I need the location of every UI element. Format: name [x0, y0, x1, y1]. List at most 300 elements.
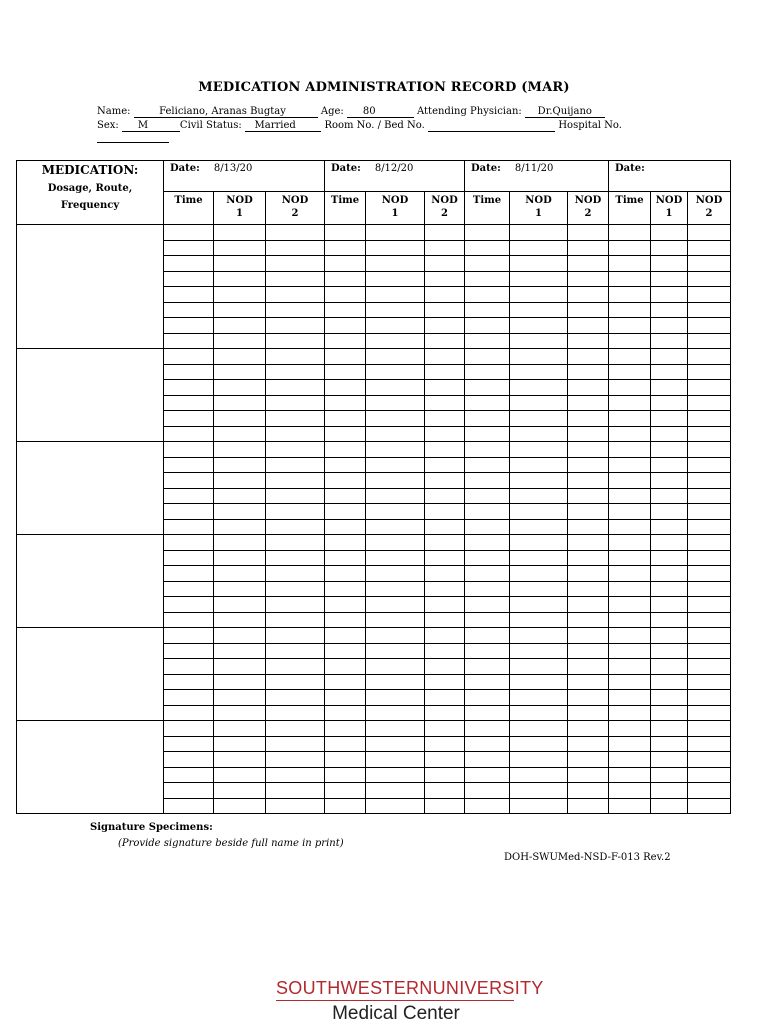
nod-cell[interactable]: [266, 225, 325, 241]
time-cell[interactable]: [465, 690, 510, 706]
time-cell[interactable]: [609, 612, 651, 628]
nod-cell[interactable]: [425, 380, 465, 396]
time-cell[interactable]: [465, 597, 510, 613]
nod-cell[interactable]: [688, 271, 731, 287]
nod-cell[interactable]: [510, 612, 568, 628]
name-field[interactable]: [134, 106, 318, 118]
nod-cell[interactable]: [266, 473, 325, 489]
nod-cell[interactable]: [425, 411, 465, 427]
time-cell[interactable]: [164, 256, 214, 272]
time-cell[interactable]: [325, 349, 366, 365]
nod-cell[interactable]: [425, 643, 465, 659]
nod-cell[interactable]: [214, 488, 266, 504]
nod-cell[interactable]: [688, 473, 731, 489]
nod-cell[interactable]: [510, 271, 568, 287]
nod-cell[interactable]: [214, 395, 266, 411]
time-cell[interactable]: [325, 566, 366, 582]
nod-cell[interactable]: [266, 380, 325, 396]
nod-cell[interactable]: [568, 473, 609, 489]
nod-cell[interactable]: [366, 721, 425, 737]
nod-cell[interactable]: [568, 411, 609, 427]
time-cell[interactable]: [164, 240, 214, 256]
nod-cell[interactable]: [688, 566, 731, 582]
nod-cell[interactable]: [651, 473, 688, 489]
time-cell[interactable]: [164, 721, 214, 737]
time-cell[interactable]: [609, 504, 651, 520]
nod-cell[interactable]: [510, 752, 568, 768]
time-cell[interactable]: [164, 504, 214, 520]
nod-cell[interactable]: [266, 271, 325, 287]
nod-cell[interactable]: [568, 225, 609, 241]
nod-cell[interactable]: [366, 225, 425, 241]
nod-cell[interactable]: [510, 566, 568, 582]
time-cell[interactable]: [609, 643, 651, 659]
nod-cell[interactable]: [214, 442, 266, 458]
time-cell[interactable]: [465, 473, 510, 489]
nod-cell[interactable]: [425, 767, 465, 783]
nod-cell[interactable]: [688, 736, 731, 752]
time-cell[interactable]: [609, 659, 651, 675]
nod-cell[interactable]: [568, 783, 609, 799]
time-cell[interactable]: [609, 690, 651, 706]
nod-cell[interactable]: [266, 659, 325, 675]
nod-cell[interactable]: [688, 395, 731, 411]
nod-cell[interactable]: [568, 504, 609, 520]
time-cell[interactable]: [164, 798, 214, 814]
nod-cell[interactable]: [651, 643, 688, 659]
time-cell[interactable]: [164, 333, 214, 349]
time-cell[interactable]: [465, 643, 510, 659]
time-cell[interactable]: [325, 473, 366, 489]
time-cell[interactable]: [325, 380, 366, 396]
time-cell[interactable]: [465, 535, 510, 551]
nod-cell[interactable]: [214, 380, 266, 396]
nod-cell[interactable]: [568, 612, 609, 628]
nod-cell[interactable]: [214, 612, 266, 628]
nod-cell[interactable]: [366, 690, 425, 706]
nod-cell[interactable]: [214, 504, 266, 520]
nod-cell[interactable]: [651, 767, 688, 783]
time-cell[interactable]: [325, 256, 366, 272]
time-cell[interactable]: [465, 659, 510, 675]
time-cell[interactable]: [325, 705, 366, 721]
nod-cell[interactable]: [510, 349, 568, 365]
time-cell[interactable]: [164, 473, 214, 489]
medication-entry-cell[interactable]: [17, 721, 164, 814]
medication-entry-cell[interactable]: [17, 442, 164, 535]
nod-cell[interactable]: [510, 798, 568, 814]
nod-cell[interactable]: [688, 597, 731, 613]
nod-cell[interactable]: [568, 364, 609, 380]
nod-cell[interactable]: [651, 798, 688, 814]
time-cell[interactable]: [609, 364, 651, 380]
nod-cell[interactable]: [214, 457, 266, 473]
nod-cell[interactable]: [425, 318, 465, 334]
nod-cell[interactable]: [651, 597, 688, 613]
time-cell[interactable]: [609, 535, 651, 551]
time-cell[interactable]: [164, 519, 214, 535]
nod-cell[interactable]: [651, 659, 688, 675]
nod-cell[interactable]: [214, 643, 266, 659]
nod-cell[interactable]: [688, 225, 731, 241]
time-cell[interactable]: [164, 628, 214, 644]
nod-cell[interactable]: [214, 411, 266, 427]
civil-status-field[interactable]: [245, 120, 321, 132]
nod-cell[interactable]: [568, 736, 609, 752]
time-cell[interactable]: [609, 798, 651, 814]
nod-cell[interactable]: [568, 597, 609, 613]
nod-cell[interactable]: [266, 597, 325, 613]
nod-cell[interactable]: [651, 690, 688, 706]
time-cell[interactable]: [325, 690, 366, 706]
nod-cell[interactable]: [510, 767, 568, 783]
time-cell[interactable]: [465, 612, 510, 628]
nod-cell[interactable]: [266, 504, 325, 520]
time-cell[interactable]: [465, 752, 510, 768]
nod-cell[interactable]: [366, 457, 425, 473]
time-cell[interactable]: [325, 535, 366, 551]
nod-cell[interactable]: [366, 442, 425, 458]
nod-cell[interactable]: [266, 240, 325, 256]
time-cell[interactable]: [164, 736, 214, 752]
nod-cell[interactable]: [568, 550, 609, 566]
time-cell[interactable]: [609, 473, 651, 489]
time-cell[interactable]: [325, 225, 366, 241]
time-cell[interactable]: [164, 318, 214, 334]
nod-cell[interactable]: [266, 798, 325, 814]
time-cell[interactable]: [325, 767, 366, 783]
time-cell[interactable]: [609, 349, 651, 365]
nod-cell[interactable]: [266, 767, 325, 783]
nod-cell[interactable]: [510, 597, 568, 613]
nod-cell[interactable]: [266, 519, 325, 535]
time-cell[interactable]: [465, 271, 510, 287]
nod-cell[interactable]: [568, 256, 609, 272]
physician-field[interactable]: [525, 106, 605, 118]
nod-cell[interactable]: [651, 628, 688, 644]
time-cell[interactable]: [609, 705, 651, 721]
nod-cell[interactable]: [266, 426, 325, 442]
medication-entry-cell[interactable]: [17, 349, 164, 442]
sex-field[interactable]: [122, 120, 180, 132]
nod-cell[interactable]: [651, 705, 688, 721]
time-cell[interactable]: [465, 442, 510, 458]
nod-cell[interactable]: [366, 395, 425, 411]
nod-cell[interactable]: [425, 752, 465, 768]
time-cell[interactable]: [325, 721, 366, 737]
nod-cell[interactable]: [266, 256, 325, 272]
nod-cell[interactable]: [688, 690, 731, 706]
time-cell[interactable]: [609, 411, 651, 427]
nod-cell[interactable]: [214, 705, 266, 721]
time-cell[interactable]: [465, 674, 510, 690]
time-cell[interactable]: [325, 519, 366, 535]
nod-cell[interactable]: [366, 643, 425, 659]
nod-cell[interactable]: [425, 705, 465, 721]
time-cell[interactable]: [609, 566, 651, 582]
nod-cell[interactable]: [688, 674, 731, 690]
time-cell[interactable]: [164, 411, 214, 427]
nod-cell[interactable]: [214, 581, 266, 597]
time-cell[interactable]: [609, 287, 651, 303]
nod-cell[interactable]: [568, 349, 609, 365]
time-cell[interactable]: [164, 364, 214, 380]
time-cell[interactable]: [609, 240, 651, 256]
nod-cell[interactable]: [651, 302, 688, 318]
time-cell[interactable]: [465, 240, 510, 256]
time-cell[interactable]: [609, 752, 651, 768]
nod-cell[interactable]: [688, 287, 731, 303]
nod-cell[interactable]: [214, 271, 266, 287]
nod-cell[interactable]: [568, 690, 609, 706]
time-cell[interactable]: [164, 302, 214, 318]
nod-cell[interactable]: [688, 767, 731, 783]
nod-cell[interactable]: [425, 628, 465, 644]
nod-cell[interactable]: [425, 488, 465, 504]
time-cell[interactable]: [465, 628, 510, 644]
nod-cell[interactable]: [214, 240, 266, 256]
nod-cell[interactable]: [425, 721, 465, 737]
nod-cell[interactable]: [266, 752, 325, 768]
time-cell[interactable]: [164, 767, 214, 783]
nod-cell[interactable]: [266, 442, 325, 458]
nod-cell[interactable]: [214, 349, 266, 365]
time-cell[interactable]: [164, 674, 214, 690]
nod-cell[interactable]: [266, 705, 325, 721]
time-cell[interactable]: [465, 783, 510, 799]
nod-cell[interactable]: [651, 752, 688, 768]
nod-cell[interactable]: [366, 426, 425, 442]
nod-cell[interactable]: [214, 752, 266, 768]
time-cell[interactable]: [609, 581, 651, 597]
time-cell[interactable]: [465, 411, 510, 427]
nod-cell[interactable]: [568, 333, 609, 349]
time-cell[interactable]: [465, 380, 510, 396]
time-cell[interactable]: [325, 504, 366, 520]
time-cell[interactable]: [609, 488, 651, 504]
nod-cell[interactable]: [266, 349, 325, 365]
nod-cell[interactable]: [425, 225, 465, 241]
nod-cell[interactable]: [510, 333, 568, 349]
time-cell[interactable]: [325, 628, 366, 644]
nod-cell[interactable]: [688, 364, 731, 380]
nod-cell[interactable]: [366, 333, 425, 349]
date-value-2[interactable]: 8/12/20: [374, 163, 414, 174]
nod-cell[interactable]: [568, 240, 609, 256]
time-cell[interactable]: [325, 364, 366, 380]
nod-cell[interactable]: [688, 550, 731, 566]
nod-cell[interactable]: [366, 705, 425, 721]
nod-cell[interactable]: [510, 457, 568, 473]
nod-cell[interactable]: [688, 705, 731, 721]
nod-cell[interactable]: [651, 380, 688, 396]
nod-cell[interactable]: [510, 380, 568, 396]
nod-cell[interactable]: [568, 302, 609, 318]
time-cell[interactable]: [609, 597, 651, 613]
nod-cell[interactable]: [510, 721, 568, 737]
time-cell[interactable]: [609, 674, 651, 690]
nod-cell[interactable]: [214, 287, 266, 303]
nod-cell[interactable]: [366, 302, 425, 318]
time-cell[interactable]: [465, 426, 510, 442]
nod-cell[interactable]: [688, 302, 731, 318]
nod-cell[interactable]: [688, 659, 731, 675]
nod-cell[interactable]: [510, 473, 568, 489]
nod-cell[interactable]: [366, 364, 425, 380]
nod-cell[interactable]: [510, 628, 568, 644]
nod-cell[interactable]: [214, 674, 266, 690]
nod-cell[interactable]: [688, 752, 731, 768]
nod-cell[interactable]: [366, 519, 425, 535]
nod-cell[interactable]: [510, 364, 568, 380]
time-cell[interactable]: [325, 612, 366, 628]
nod-cell[interactable]: [651, 364, 688, 380]
nod-cell[interactable]: [510, 240, 568, 256]
nod-cell[interactable]: [366, 240, 425, 256]
nod-cell[interactable]: [425, 473, 465, 489]
nod-cell[interactable]: [568, 426, 609, 442]
time-cell[interactable]: [325, 659, 366, 675]
nod-cell[interactable]: [651, 349, 688, 365]
nod-cell[interactable]: [425, 457, 465, 473]
nod-cell[interactable]: [425, 798, 465, 814]
time-cell[interactable]: [465, 256, 510, 272]
nod-cell[interactable]: [568, 287, 609, 303]
time-cell[interactable]: [325, 240, 366, 256]
nod-cell[interactable]: [568, 628, 609, 644]
nod-cell[interactable]: [425, 364, 465, 380]
time-cell[interactable]: [465, 364, 510, 380]
nod-cell[interactable]: [568, 535, 609, 551]
time-cell[interactable]: [465, 519, 510, 535]
nod-cell[interactable]: [651, 442, 688, 458]
time-cell[interactable]: [164, 566, 214, 582]
time-cell[interactable]: [164, 380, 214, 396]
nod-cell[interactable]: [425, 442, 465, 458]
nod-cell[interactable]: [688, 256, 731, 272]
nod-cell[interactable]: [651, 674, 688, 690]
nod-cell[interactable]: [688, 442, 731, 458]
time-cell[interactable]: [609, 736, 651, 752]
nod-cell[interactable]: [510, 690, 568, 706]
nod-cell[interactable]: [651, 721, 688, 737]
time-cell[interactable]: [609, 550, 651, 566]
nod-cell[interactable]: [688, 798, 731, 814]
nod-cell[interactable]: [688, 411, 731, 427]
nod-cell[interactable]: [366, 752, 425, 768]
nod-cell[interactable]: [651, 566, 688, 582]
time-cell[interactable]: [609, 333, 651, 349]
nod-cell[interactable]: [510, 674, 568, 690]
nod-cell[interactable]: [214, 550, 266, 566]
nod-cell[interactable]: [366, 566, 425, 582]
time-cell[interactable]: [164, 442, 214, 458]
time-cell[interactable]: [325, 426, 366, 442]
nod-cell[interactable]: [568, 566, 609, 582]
nod-cell[interactable]: [266, 736, 325, 752]
nod-cell[interactable]: [214, 364, 266, 380]
nod-cell[interactable]: [266, 612, 325, 628]
nod-cell[interactable]: [688, 426, 731, 442]
nod-cell[interactable]: [266, 581, 325, 597]
time-cell[interactable]: [325, 736, 366, 752]
time-cell[interactable]: [465, 566, 510, 582]
nod-cell[interactable]: [214, 426, 266, 442]
time-cell[interactable]: [465, 302, 510, 318]
date-value-3[interactable]: 8/11/20: [514, 163, 554, 174]
nod-cell[interactable]: [510, 783, 568, 799]
time-cell[interactable]: [164, 225, 214, 241]
nod-cell[interactable]: [688, 612, 731, 628]
nod-cell[interactable]: [266, 566, 325, 582]
nod-cell[interactable]: [214, 628, 266, 644]
nod-cell[interactable]: [568, 721, 609, 737]
nod-cell[interactable]: [214, 767, 266, 783]
nod-cell[interactable]: [568, 659, 609, 675]
time-cell[interactable]: [164, 535, 214, 551]
nod-cell[interactable]: [425, 736, 465, 752]
nod-cell[interactable]: [425, 659, 465, 675]
time-cell[interactable]: [164, 705, 214, 721]
time-cell[interactable]: [325, 442, 366, 458]
nod-cell[interactable]: [266, 550, 325, 566]
nod-cell[interactable]: [510, 395, 568, 411]
nod-cell[interactable]: [651, 271, 688, 287]
nod-cell[interactable]: [214, 473, 266, 489]
time-cell[interactable]: [325, 643, 366, 659]
nod-cell[interactable]: [651, 736, 688, 752]
time-cell[interactable]: [164, 690, 214, 706]
nod-cell[interactable]: [425, 333, 465, 349]
nod-cell[interactable]: [425, 690, 465, 706]
nod-cell[interactable]: [568, 705, 609, 721]
time-cell[interactable]: [465, 736, 510, 752]
nod-cell[interactable]: [425, 395, 465, 411]
nod-cell[interactable]: [688, 535, 731, 551]
nod-cell[interactable]: [688, 783, 731, 799]
nod-cell[interactable]: [568, 488, 609, 504]
nod-cell[interactable]: [366, 473, 425, 489]
time-cell[interactable]: [465, 488, 510, 504]
nod-cell[interactable]: [651, 581, 688, 597]
nod-cell[interactable]: [214, 798, 266, 814]
nod-cell[interactable]: [366, 550, 425, 566]
nod-cell[interactable]: [214, 566, 266, 582]
nod-cell[interactable]: [214, 597, 266, 613]
hospital-no-field[interactable]: [97, 142, 169, 143]
time-cell[interactable]: [465, 581, 510, 597]
nod-cell[interactable]: [651, 318, 688, 334]
time-cell[interactable]: [325, 674, 366, 690]
nod-cell[interactable]: [568, 457, 609, 473]
time-cell[interactable]: [325, 457, 366, 473]
nod-cell[interactable]: [651, 519, 688, 535]
nod-cell[interactable]: [366, 798, 425, 814]
nod-cell[interactable]: [688, 349, 731, 365]
nod-cell[interactable]: [651, 612, 688, 628]
nod-cell[interactable]: [214, 783, 266, 799]
nod-cell[interactable]: [425, 581, 465, 597]
time-cell[interactable]: [164, 271, 214, 287]
time-cell[interactable]: [164, 612, 214, 628]
nod-cell[interactable]: [568, 674, 609, 690]
nod-cell[interactable]: [266, 721, 325, 737]
nod-cell[interactable]: [425, 566, 465, 582]
nod-cell[interactable]: [266, 457, 325, 473]
nod-cell[interactable]: [366, 581, 425, 597]
nod-cell[interactable]: [568, 581, 609, 597]
time-cell[interactable]: [609, 395, 651, 411]
